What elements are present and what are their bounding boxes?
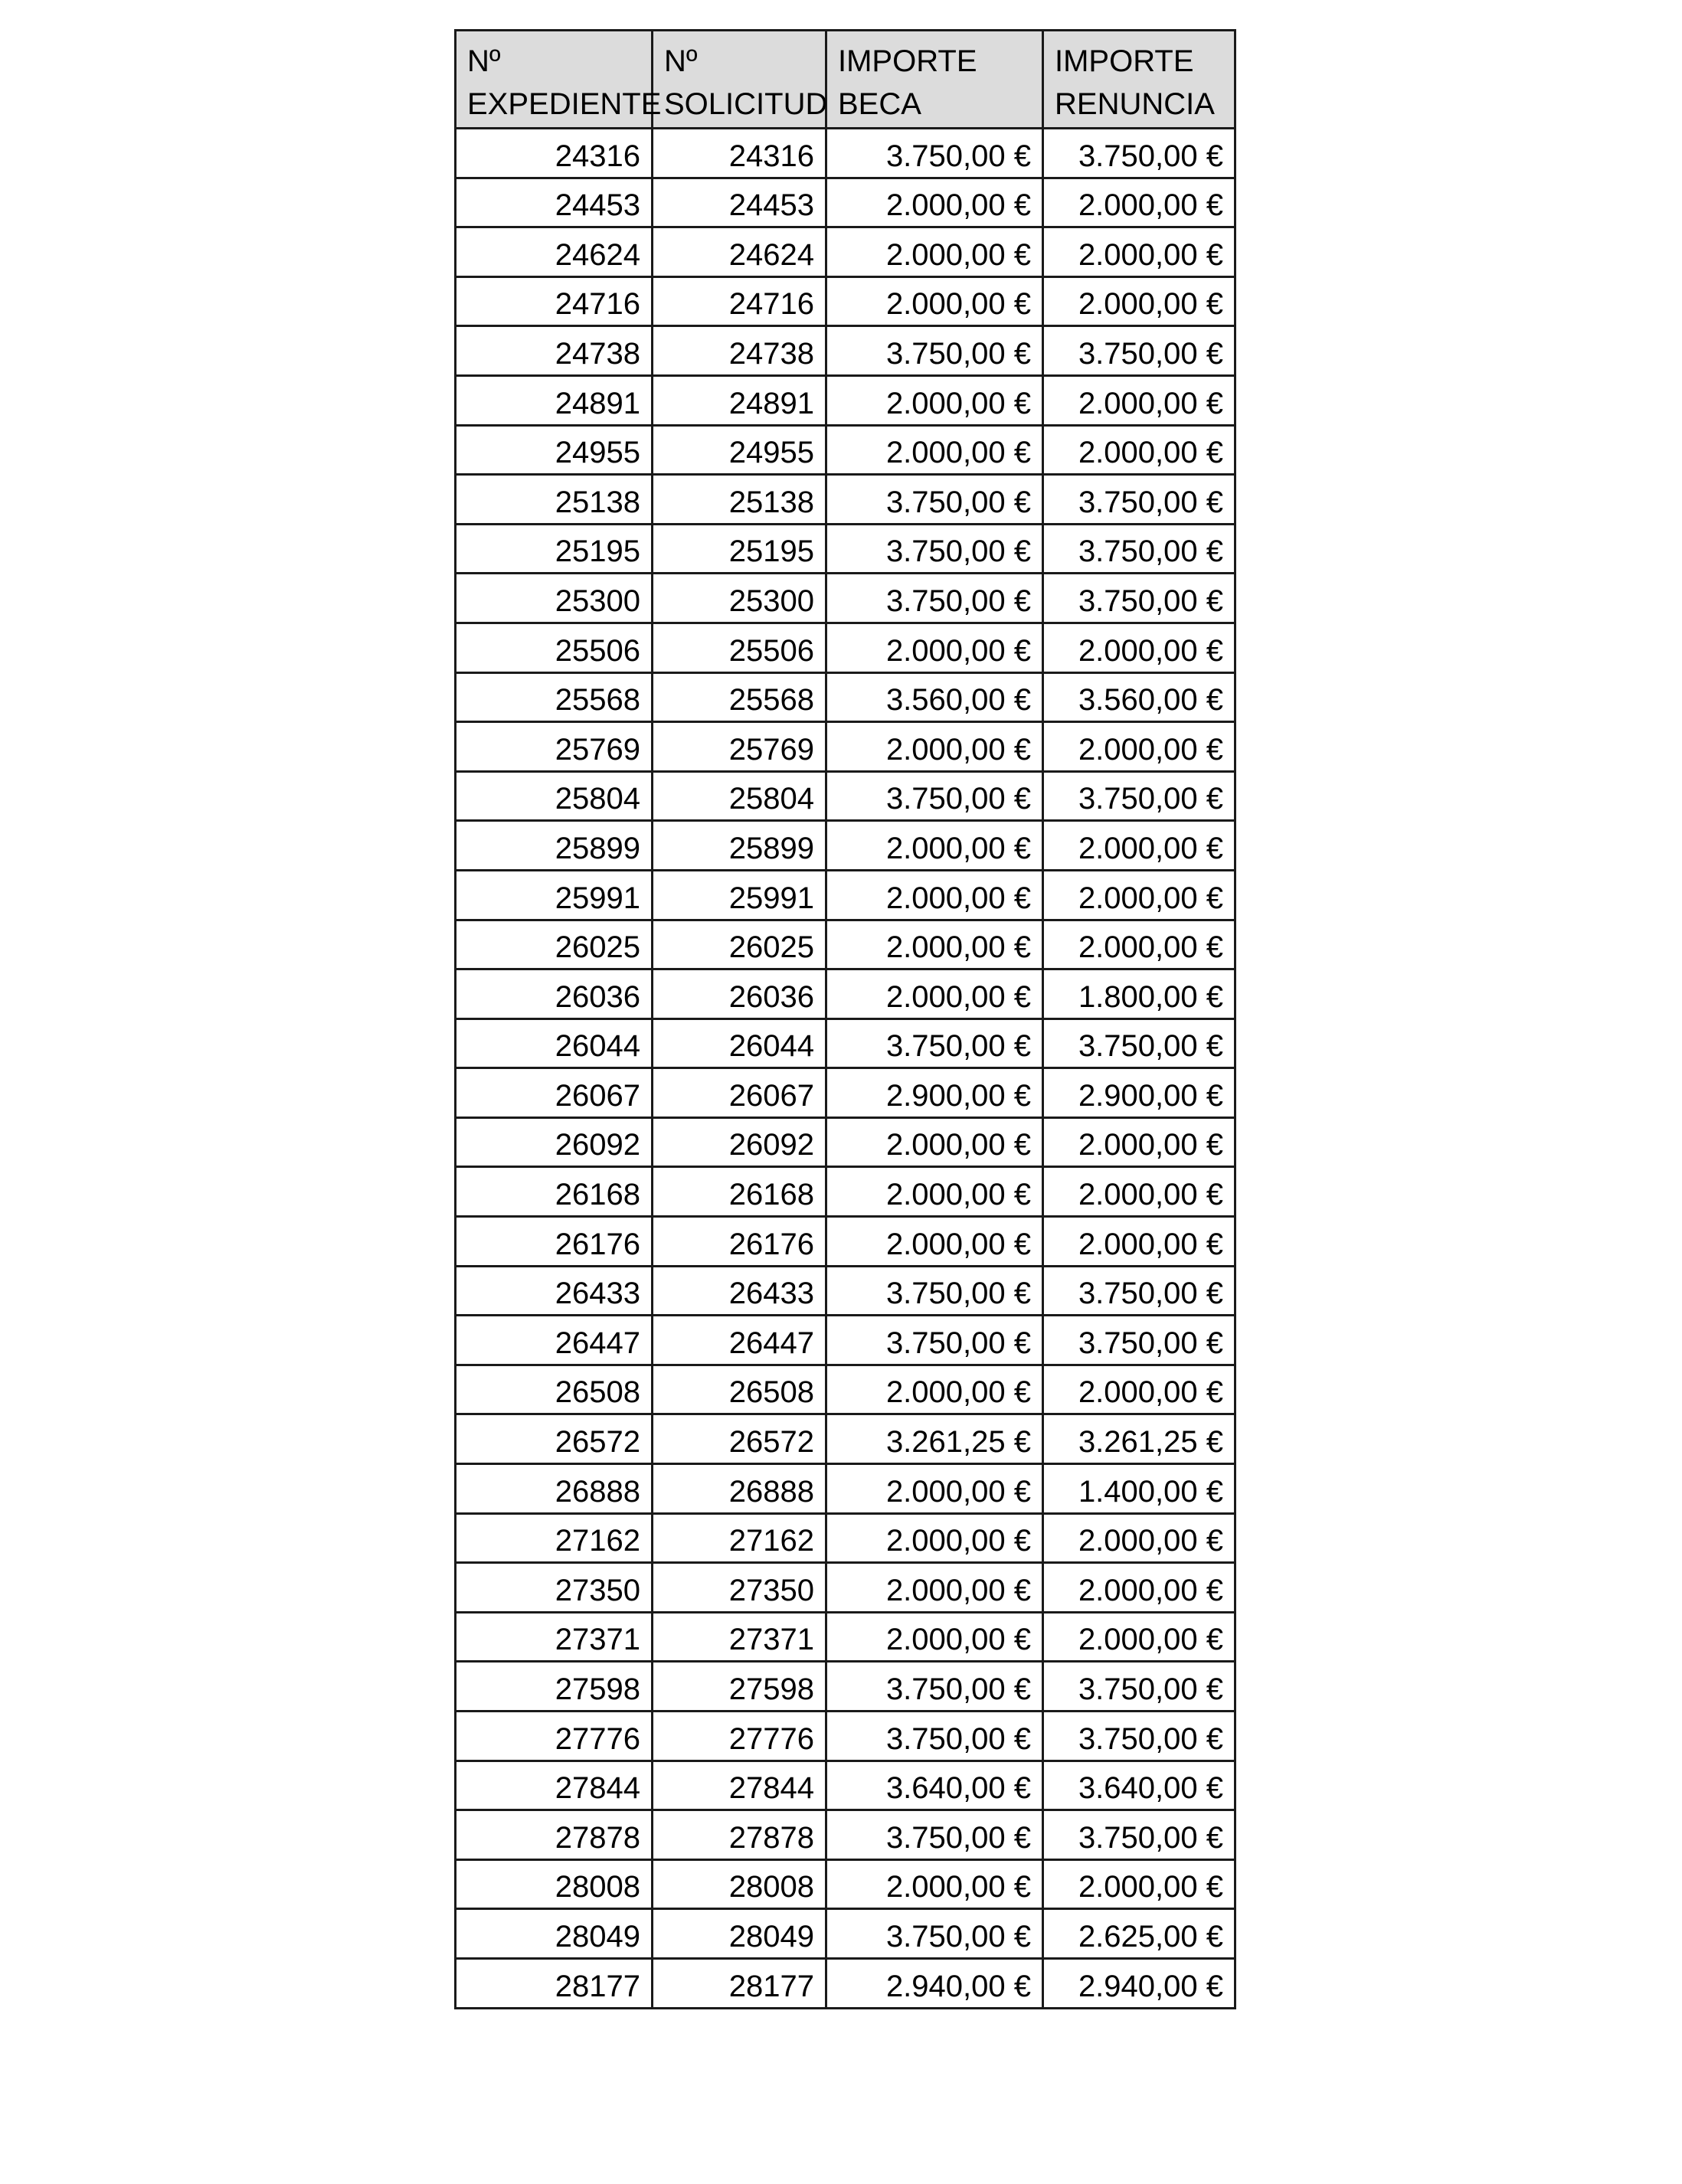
cell-expediente: 27162 (456, 1513, 653, 1563)
cell-expediente: 24716 (456, 276, 653, 326)
cell-importe-beca: 2.000,00 € (826, 178, 1043, 227)
cell-solicitud: 26044 (653, 1018, 826, 1068)
cell-importe-renuncia: 3.750,00 € (1043, 1316, 1235, 1365)
cell-expediente: 25300 (456, 574, 653, 623)
cell-expediente: 25138 (456, 475, 653, 525)
cell-importe-renuncia: 2.000,00 € (1043, 623, 1235, 672)
cell-expediente: 26572 (456, 1414, 653, 1464)
cell-solicitud: 26508 (653, 1365, 826, 1414)
cell-importe-beca: 3.750,00 € (826, 1909, 1043, 1959)
cell-expediente: 25769 (456, 722, 653, 772)
cell-solicitud: 26888 (653, 1464, 826, 1514)
cell-importe-renuncia: 3.750,00 € (1043, 524, 1235, 574)
table-row (456, 1217, 1235, 1267)
cell-solicitud: 28177 (653, 1958, 826, 2008)
table-row (456, 1761, 1235, 1810)
cell-solicitud: 27878 (653, 1810, 826, 1860)
cell-solicitud: 25769 (653, 722, 826, 772)
table-row (456, 475, 1235, 525)
cell-solicitud: 28008 (653, 1859, 826, 1909)
cell-importe-renuncia: 3.750,00 € (1043, 1266, 1235, 1316)
cell-expediente: 26067 (456, 1068, 653, 1118)
cell-expediente: 25991 (456, 870, 653, 920)
cell-solicitud: 27844 (653, 1761, 826, 1810)
cell-importe-beca: 2.900,00 € (826, 1068, 1043, 1118)
cell-expediente: 26508 (456, 1365, 653, 1414)
cell-importe-renuncia: 1.800,00 € (1043, 969, 1235, 1019)
cell-solicitud: 24955 (653, 425, 826, 475)
table-row (456, 920, 1235, 969)
table-body (456, 129, 1235, 2009)
expedientes-table (454, 29, 1236, 2009)
cell-expediente: 26433 (456, 1266, 653, 1316)
cell-importe-beca: 3.750,00 € (826, 574, 1043, 623)
cell-importe-renuncia: 3.750,00 € (1043, 1662, 1235, 1712)
table-row (456, 1316, 1235, 1365)
cell-expediente: 28177 (456, 1958, 653, 2008)
cell-expediente: 25899 (456, 821, 653, 871)
cell-expediente: 26888 (456, 1464, 653, 1514)
cell-expediente: 26447 (456, 1316, 653, 1365)
cell-solicitud: 28049 (653, 1909, 826, 1959)
header-solicitud: Nº SOLICITUD (653, 31, 826, 129)
table-row (456, 1958, 1235, 2008)
cell-solicitud: 26168 (653, 1167, 826, 1217)
cell-importe-renuncia: 2.000,00 € (1043, 1117, 1235, 1167)
cell-importe-renuncia: 3.640,00 € (1043, 1761, 1235, 1810)
cell-solicitud: 24453 (653, 178, 826, 227)
cell-importe-beca: 2.000,00 € (826, 969, 1043, 1019)
cell-importe-beca: 2.000,00 € (826, 425, 1043, 475)
cell-importe-renuncia: 3.560,00 € (1043, 672, 1235, 722)
cell-expediente: 26176 (456, 1217, 653, 1267)
cell-expediente: 26036 (456, 969, 653, 1019)
cell-expediente: 24891 (456, 375, 653, 425)
cell-importe-beca: 3.750,00 € (826, 129, 1043, 178)
cell-expediente: 24316 (456, 129, 653, 178)
cell-importe-renuncia: 2.900,00 € (1043, 1068, 1235, 1118)
cell-expediente: 24453 (456, 178, 653, 227)
table-row (456, 1266, 1235, 1316)
cell-importe-beca: 3.640,00 € (826, 1761, 1043, 1810)
cell-solicitud: 25991 (653, 870, 826, 920)
cell-importe-beca: 3.750,00 € (826, 1712, 1043, 1761)
cell-solicitud: 26025 (653, 920, 826, 969)
table-row (456, 1513, 1235, 1563)
cell-expediente: 28049 (456, 1909, 653, 1959)
cell-importe-beca: 2.000,00 € (826, 1167, 1043, 1217)
cell-importe-beca: 2.000,00 € (826, 1464, 1043, 1514)
cell-importe-beca: 2.000,00 € (826, 375, 1043, 425)
cell-importe-beca: 3.750,00 € (826, 771, 1043, 821)
cell-importe-beca: 2.000,00 € (826, 1612, 1043, 1662)
cell-solicitud: 25300 (653, 574, 826, 623)
cell-expediente: 27371 (456, 1612, 653, 1662)
cell-solicitud: 27162 (653, 1513, 826, 1563)
cell-importe-renuncia: 2.000,00 € (1043, 920, 1235, 969)
cell-solicitud: 24891 (653, 375, 826, 425)
cell-solicitud: 27776 (653, 1712, 826, 1761)
table-row (456, 870, 1235, 920)
cell-importe-beca: 2.000,00 € (826, 1217, 1043, 1267)
table-row (456, 722, 1235, 772)
cell-expediente: 27776 (456, 1712, 653, 1761)
cell-importe-renuncia: 3.750,00 € (1043, 1810, 1235, 1860)
cell-solicitud: 26447 (653, 1316, 826, 1365)
cell-solicitud: 27598 (653, 1662, 826, 1712)
cell-importe-renuncia: 2.000,00 € (1043, 722, 1235, 772)
table-row (456, 1909, 1235, 1959)
cell-importe-renuncia: 2.000,00 € (1043, 821, 1235, 871)
table-row (456, 821, 1235, 871)
cell-solicitud: 25568 (653, 672, 826, 722)
cell-importe-beca: 3.560,00 € (826, 672, 1043, 722)
cell-importe-renuncia: 3.750,00 € (1043, 129, 1235, 178)
cell-importe-beca: 2.000,00 € (826, 1859, 1043, 1909)
cell-importe-renuncia: 2.000,00 € (1043, 1859, 1235, 1909)
cell-importe-renuncia: 2.000,00 € (1043, 1167, 1235, 1217)
table-row (456, 574, 1235, 623)
cell-solicitud: 25804 (653, 771, 826, 821)
cell-expediente: 27598 (456, 1662, 653, 1712)
cell-expediente: 24955 (456, 425, 653, 475)
table-row (456, 623, 1235, 672)
cell-importe-beca: 2.000,00 € (826, 276, 1043, 326)
table-row (456, 1117, 1235, 1167)
cell-importe-renuncia: 3.750,00 € (1043, 1018, 1235, 1068)
table-row (456, 1612, 1235, 1662)
cell-importe-renuncia: 2.000,00 € (1043, 1612, 1235, 1662)
table-row (456, 1068, 1235, 1118)
table-row (456, 1662, 1235, 1712)
cell-importe-renuncia: 2.000,00 € (1043, 276, 1235, 326)
cell-solicitud: 24716 (653, 276, 826, 326)
table-row (456, 1563, 1235, 1613)
cell-expediente: 24624 (456, 227, 653, 277)
cell-importe-beca: 2.000,00 € (826, 1365, 1043, 1414)
cell-solicitud: 26092 (653, 1117, 826, 1167)
cell-importe-beca: 2.000,00 € (826, 227, 1043, 277)
cell-importe-renuncia: 3.750,00 € (1043, 326, 1235, 376)
cell-importe-renuncia: 1.400,00 € (1043, 1464, 1235, 1514)
cell-importe-renuncia: 2.000,00 € (1043, 227, 1235, 277)
cell-importe-renuncia: 3.261,25 € (1043, 1414, 1235, 1464)
cell-importe-renuncia: 2.000,00 € (1043, 870, 1235, 920)
table-row (456, 1167, 1235, 1217)
cell-importe-renuncia: 2.000,00 € (1043, 425, 1235, 475)
cell-solicitud: 27371 (653, 1612, 826, 1662)
table-row (456, 771, 1235, 821)
cell-solicitud: 24316 (653, 129, 826, 178)
cell-expediente: 26025 (456, 920, 653, 969)
cell-expediente: 28008 (456, 1859, 653, 1909)
cell-expediente: 26092 (456, 1117, 653, 1167)
cell-expediente: 26168 (456, 1167, 653, 1217)
cell-importe-beca: 3.750,00 € (826, 1810, 1043, 1860)
cell-importe-beca: 3.261,25 € (826, 1414, 1043, 1464)
cell-importe-beca: 2.000,00 € (826, 1513, 1043, 1563)
table-row (456, 129, 1235, 178)
cell-importe-beca: 3.750,00 € (826, 1316, 1043, 1365)
table-row (456, 1464, 1235, 1514)
table-row (456, 375, 1235, 425)
cell-importe-beca: 2.940,00 € (826, 1958, 1043, 2008)
cell-importe-beca: 2.000,00 € (826, 1563, 1043, 1613)
table-row (456, 524, 1235, 574)
cell-importe-beca: 3.750,00 € (826, 1018, 1043, 1068)
table-row (456, 1018, 1235, 1068)
cell-solicitud: 26067 (653, 1068, 826, 1118)
cell-expediente: 25568 (456, 672, 653, 722)
cell-solicitud: 25138 (653, 475, 826, 525)
cell-importe-renuncia: 3.750,00 € (1043, 1712, 1235, 1761)
cell-solicitud: 26433 (653, 1266, 826, 1316)
cell-importe-beca: 2.000,00 € (826, 920, 1043, 969)
cell-importe-beca: 2.000,00 € (826, 722, 1043, 772)
table-row (456, 1712, 1235, 1761)
cell-importe-beca: 3.750,00 € (826, 524, 1043, 574)
cell-importe-renuncia: 2.940,00 € (1043, 1958, 1235, 2008)
cell-expediente: 27844 (456, 1761, 653, 1810)
cell-expediente: 27878 (456, 1810, 653, 1860)
header-importe-beca: IMPORTE BECA (826, 31, 1043, 129)
table-row (456, 326, 1235, 376)
cell-importe-beca: 2.000,00 € (826, 1117, 1043, 1167)
cell-importe-beca: 3.750,00 € (826, 326, 1043, 376)
table-row (456, 276, 1235, 326)
cell-importe-renuncia: 2.000,00 € (1043, 1365, 1235, 1414)
cell-expediente: 27350 (456, 1563, 653, 1613)
cell-solicitud: 26176 (653, 1217, 826, 1267)
cell-importe-renuncia: 2.000,00 € (1043, 178, 1235, 227)
table-row (456, 425, 1235, 475)
cell-importe-beca: 3.750,00 € (826, 1266, 1043, 1316)
table-row (456, 969, 1235, 1019)
cell-solicitud: 24624 (653, 227, 826, 277)
cell-solicitud: 25195 (653, 524, 826, 574)
table-row (456, 1365, 1235, 1414)
cell-expediente: 26044 (456, 1018, 653, 1068)
cell-importe-renuncia: 2.000,00 € (1043, 1217, 1235, 1267)
cell-solicitud: 25506 (653, 623, 826, 672)
cell-importe-renuncia: 2.000,00 € (1043, 1513, 1235, 1563)
table-header (456, 31, 1235, 129)
cell-expediente: 25195 (456, 524, 653, 574)
header-importe-renuncia: IMPORTE RENUNCIA (1043, 31, 1235, 129)
cell-importe-renuncia: 3.750,00 € (1043, 574, 1235, 623)
cell-importe-renuncia: 2.000,00 € (1043, 375, 1235, 425)
cell-importe-beca: 3.750,00 € (826, 475, 1043, 525)
cell-importe-beca: 2.000,00 € (826, 623, 1043, 672)
header-expediente: Nº EXPEDIENTE (456, 31, 653, 129)
table-row (456, 1859, 1235, 1909)
cell-importe-renuncia: 3.750,00 € (1043, 771, 1235, 821)
cell-importe-renuncia: 2.625,00 € (1043, 1909, 1235, 1959)
cell-importe-renuncia: 3.750,00 € (1043, 475, 1235, 525)
cell-importe-beca: 2.000,00 € (826, 821, 1043, 871)
cell-solicitud: 24738 (653, 326, 826, 376)
table-row (456, 227, 1235, 277)
cell-importe-beca: 3.750,00 € (826, 1662, 1043, 1712)
cell-solicitud: 27350 (653, 1563, 826, 1613)
header-row (456, 31, 1235, 129)
cell-importe-renuncia: 2.000,00 € (1043, 1563, 1235, 1613)
table-row (456, 672, 1235, 722)
cell-solicitud: 26036 (653, 969, 826, 1019)
table-row (456, 1414, 1235, 1464)
cell-expediente: 25804 (456, 771, 653, 821)
cell-solicitud: 26572 (653, 1414, 826, 1464)
cell-expediente: 25506 (456, 623, 653, 672)
cell-expediente: 24738 (456, 326, 653, 376)
cell-solicitud: 25899 (653, 821, 826, 871)
table-row (456, 1810, 1235, 1860)
cell-importe-beca: 2.000,00 € (826, 870, 1043, 920)
table-row (456, 178, 1235, 227)
